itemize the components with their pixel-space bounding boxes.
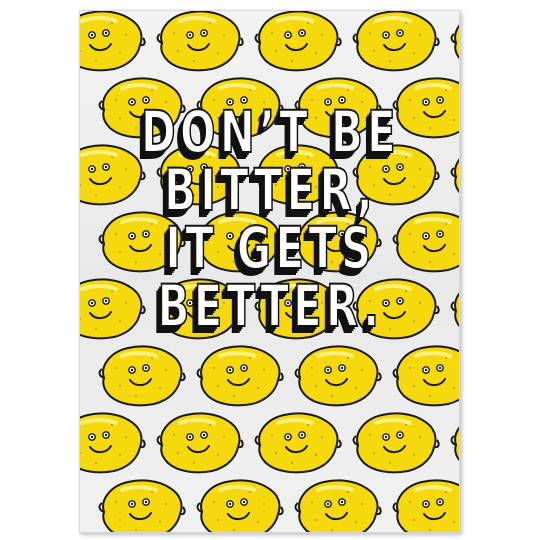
smiling-lemon-icon [80,11,145,70]
smiling-lemon-icon [256,413,341,472]
smiling-lemon-icon [296,480,381,533]
quote-line-2: BITTER, [164,156,377,224]
quote-text [80,98,460,340]
smiling-lemon-icon [198,346,283,405]
smiling-lemon-icon [100,480,185,533]
smiling-lemon-icon [158,11,243,70]
smiling-lemon-icon [256,11,341,70]
quote-line-3: IT GETS [165,214,376,282]
smiling-lemon-icon [394,480,460,533]
smiling-lemon-icon [100,346,185,405]
quote-line-4: BETTER. [157,272,384,340]
smiling-lemon-icon [198,480,283,533]
smiling-lemon-icon [80,413,145,472]
smiling-lemon-icon [452,11,460,70]
smiling-lemon-icon [452,413,460,472]
smiling-lemon-icon [394,346,460,405]
smiling-lemon-icon [354,413,439,472]
smiling-lemon-icon [296,346,381,405]
smiling-lemon-icon [354,11,439,70]
smiling-lemon-icon [158,413,243,472]
quote-line-1: DON’T BE [141,98,400,166]
greeting-card [79,10,460,533]
